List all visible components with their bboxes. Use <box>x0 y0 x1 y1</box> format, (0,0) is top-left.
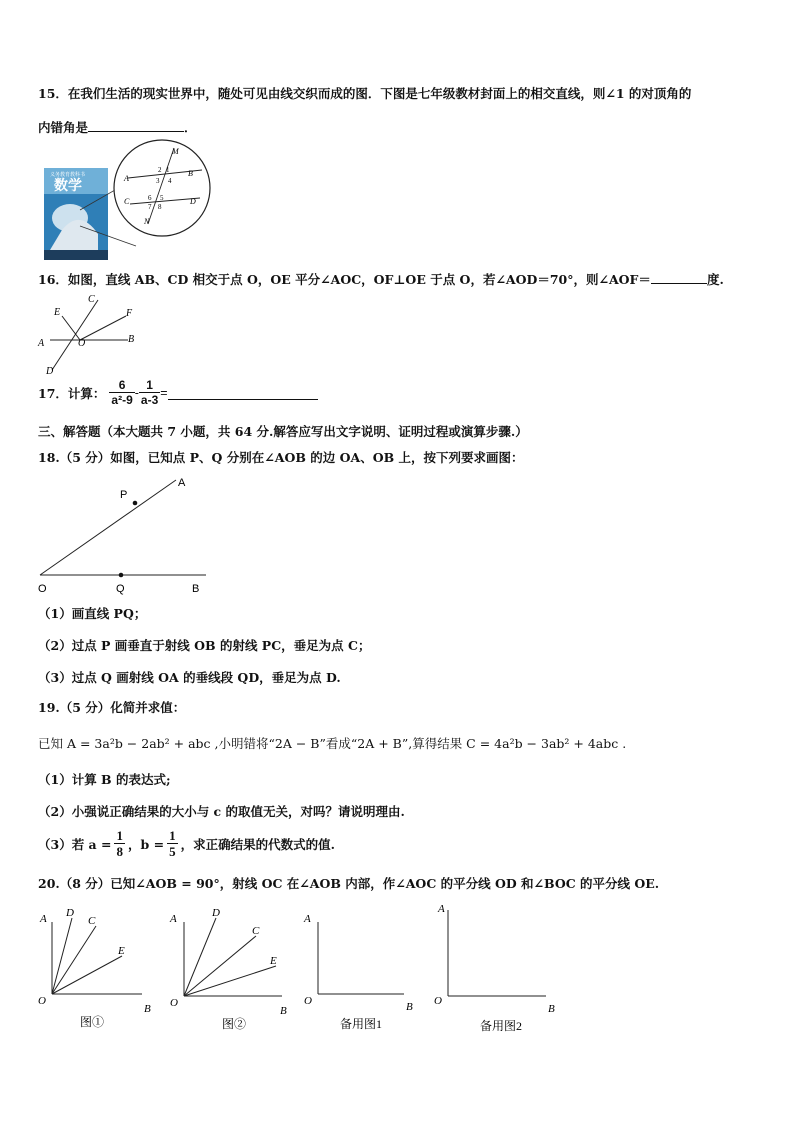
q18-label-A: A <box>178 477 186 489</box>
q18-label-Q: Q <box>116 583 125 595</box>
inset-label-N: N <box>144 217 150 226</box>
q18-label-O: O <box>38 583 47 595</box>
inset-label-C: C <box>124 197 130 206</box>
inset-angle-6: 6 <box>148 194 152 202</box>
q17-fraction-1 <box>109 378 134 407</box>
fig1-label-A: A <box>40 913 47 925</box>
q16-label-D: D <box>46 366 54 376</box>
book-title: 数学 <box>54 178 82 194</box>
textbook-cover <box>44 168 108 260</box>
q20-figures <box>30 898 570 1042</box>
fig1-label-D: D <box>66 907 74 919</box>
q16-text-suffix: 度. <box>706 272 724 287</box>
inset-label-B: B <box>188 169 193 178</box>
backup1-label-O: O <box>304 995 312 1007</box>
q16-label-E: E <box>54 307 61 318</box>
inset-label-A: A <box>124 174 129 183</box>
q16-label-B: B <box>128 334 135 345</box>
backup1-label-B: B <box>406 1001 413 1013</box>
q19-title: 19.（5 分）化简并求值： <box>38 700 186 715</box>
q17-answer-blank[interactable] <box>168 399 318 400</box>
fig1-label-B: B <box>144 1003 151 1015</box>
backup2-caption: 备用图2 <box>480 1019 523 1033</box>
backup2-label-A: A <box>438 903 445 915</box>
section-3-heading: 三、解答题（本大题共 7 小题，共 64 分.解答应写出文字说明、证明过程或演算步骤.） <box>38 424 528 439</box>
fig1-caption: 图① <box>80 1015 105 1029</box>
q18-item-2: （2）过点 P 画垂直于射线 OB 的射线 PC，垂足为点 C； <box>38 638 371 653</box>
fig1-label-E: E <box>118 945 125 957</box>
inset-angle-1: 1 <box>166 166 170 174</box>
q16-answer-blank[interactable] <box>651 283 707 284</box>
inset-angle-7: 7 <box>148 203 152 211</box>
q18-label-P: P <box>120 489 128 501</box>
backup1-caption: 备用图1 <box>340 1017 383 1031</box>
q19-comma-b: ，b = <box>127 836 165 852</box>
q15-line2 <box>38 118 197 136</box>
q17-frac1-den: a²-9 <box>111 393 133 407</box>
q15-answer-blank[interactable] <box>88 131 184 132</box>
q20-backup-figure-2 <box>434 903 555 1033</box>
q16-label-F: F <box>126 308 133 319</box>
q18-title: 18.（5 分）如图，已知点 P、Q 分别在∠AOB 的边 OA、OB 上，按下列要求画图： <box>38 450 524 465</box>
fig2-label-E: E <box>270 955 277 967</box>
inset-angle-8: 8 <box>158 203 162 211</box>
fig2-caption: 图② <box>222 1017 247 1031</box>
q15-line2-prefix: 内错角是 <box>38 120 89 135</box>
fig1-label-O: O <box>38 995 46 1007</box>
q18-item-1: （1）画直线 PQ； <box>38 606 147 621</box>
q20-title: 20.（8 分）已知∠AOB = 90°，射线 OC 在∠AOB 内部，作∠AOC 的平分线 OD 和∠BOC 的平分线 OE. <box>38 876 660 891</box>
backup1-label-A: A <box>304 913 311 925</box>
fig2-label-B: B <box>280 1005 287 1017</box>
q15-line2-suffix: ． <box>184 120 197 135</box>
inset-magnifier <box>114 140 210 236</box>
q16-label-A: A <box>38 338 45 349</box>
inset-label-D: D <box>190 197 196 206</box>
q18-label-B: B <box>192 583 200 595</box>
q17-minus: - <box>134 385 139 400</box>
q18-figure <box>34 472 224 598</box>
q19-b-num: 1 <box>169 828 176 843</box>
q17-fraction-2 <box>139 378 160 407</box>
q19-b-den: 5 <box>169 844 176 859</box>
q20-figure-1 <box>38 907 151 1029</box>
q18-item-3: （3）过点 Q 画射线 OA 的垂线段 QD，垂足为点 D. <box>38 670 341 685</box>
fig2-label-D: D <box>212 907 220 919</box>
inset-angle-5: 5 <box>160 194 164 202</box>
q19-item-3 <box>38 828 335 859</box>
backup2-label-O: O <box>434 995 442 1007</box>
q20-figure-2 <box>169 907 287 1031</box>
backup2-label-B: B <box>548 1003 555 1015</box>
q19-a-num: 1 <box>116 828 123 843</box>
q19-b-fraction <box>167 828 178 859</box>
inset-angle-2: 2 <box>158 166 162 174</box>
q16-label-O: O <box>78 338 86 349</box>
q17-frac2-num: 1 <box>146 378 153 392</box>
q19-given: 已知 A = 3a²b − 2ab² + abc ,小明错将“2A − B”看成“2A + B”,算得结果 C = 4a²b − 3ab² + 4abc . <box>38 736 627 751</box>
q17-equals: = <box>160 385 168 400</box>
q19-item3-prefix: （3）若 a = <box>38 836 112 852</box>
q17-frac2-den: a-3 <box>140 393 159 407</box>
inset-angle-4: 4 <box>168 177 172 185</box>
q19-item-2: （2）小强说正确结果的大小与 c 的取值无关，对吗？请说明理由. <box>38 804 405 819</box>
q20-backup-figure-1 <box>303 913 413 1031</box>
q15-figure <box>40 138 220 262</box>
q16-figure <box>36 290 146 376</box>
fig1-label-C: C <box>88 915 96 927</box>
q19-item-1: （1）计算 B 的表达式; <box>38 772 171 787</box>
q15-line1: 15．在我们生活的现实世界中，随处可见由线交织而成的图．下图是七年级教材封面上的相交直线，则∠1 的对顶角的 <box>38 86 692 101</box>
q17-prefix: 17．计算： <box>38 385 106 401</box>
fig2-label-O: O <box>170 997 178 1009</box>
inset-label-M: M <box>172 147 179 156</box>
inset-angle-3: 3 <box>156 177 160 185</box>
book-subtitle: 义务教育教科书 <box>50 173 86 178</box>
q16-text <box>38 270 724 288</box>
q17-line <box>38 378 318 407</box>
fig2-label-A: A <box>170 913 177 925</box>
q19-item3-suffix: ，求正确结果的代数式的值. <box>180 836 335 852</box>
q16-text-prefix: 16．如图，直线 AB、CD 相交于点 O，OE 平分∠AOC，OF⊥OE 于点 O，若∠AOD＝70°，则∠AOF＝ <box>38 272 651 287</box>
q19-a-den: 8 <box>116 844 123 859</box>
q19-a-fraction <box>114 828 125 859</box>
q16-label-C: C <box>88 294 95 305</box>
q17-frac1-num: 6 <box>118 378 126 392</box>
fig2-label-C: C <box>252 925 260 937</box>
